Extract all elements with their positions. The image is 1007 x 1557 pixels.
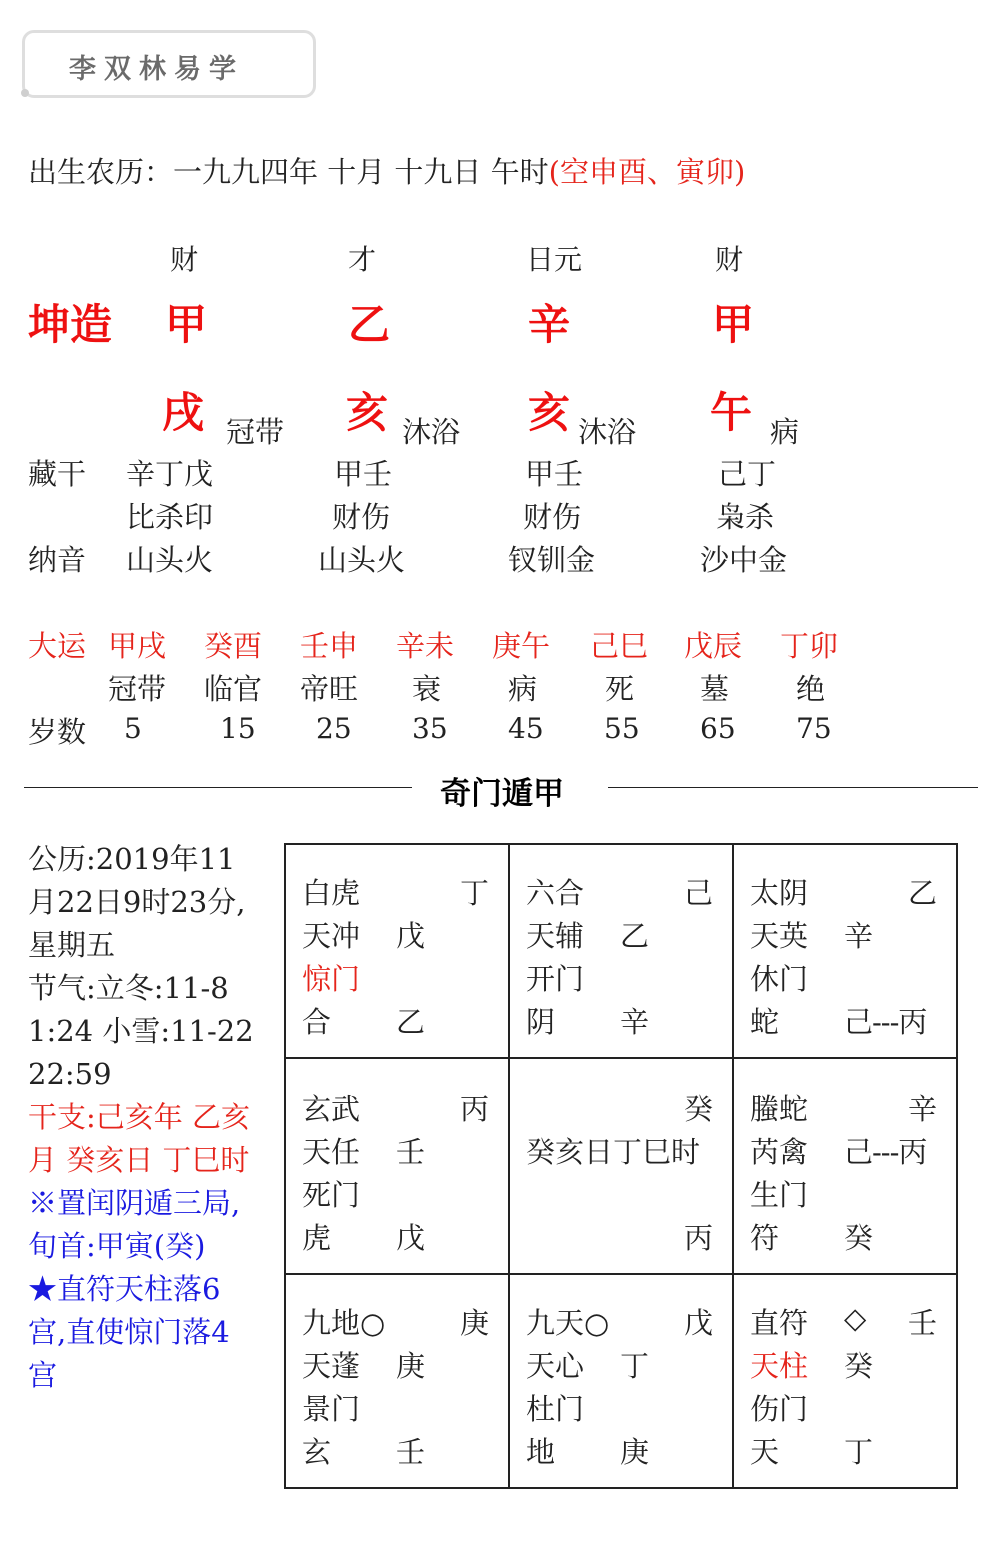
gan-2: 乙 xyxy=(348,300,391,349)
palace-tianpan: 乙 xyxy=(908,876,938,910)
dayun-gz-1: 甲戌 xyxy=(108,629,167,663)
dayun-age-3: 25 xyxy=(316,712,352,745)
dayun-state-8: 绝 xyxy=(796,672,826,706)
palace-star: 天英 xyxy=(750,919,809,953)
dayun-age-4: 35 xyxy=(412,712,448,745)
palace-dipan: 乙 xyxy=(396,1005,426,1039)
gan-4: 甲 xyxy=(712,300,755,349)
palace-god: 白虎 xyxy=(302,876,361,910)
center-bottom-stem: 丙 xyxy=(684,1221,714,1255)
zhi-1: 戌 xyxy=(162,388,205,437)
nayin-3: 钗钏金 xyxy=(508,543,596,577)
palace-star: 芮禽 xyxy=(750,1135,809,1169)
dayun-age-6: 55 xyxy=(604,712,640,745)
palace-short-god: 天 xyxy=(750,1435,780,1469)
palace-star-stem: 庚 xyxy=(396,1349,426,1383)
palace-star: 天冲 xyxy=(302,919,361,953)
dayun-gz-4: 辛未 xyxy=(396,629,455,663)
state-2: 沐浴 xyxy=(402,415,461,449)
palace-star-stem: 戊 xyxy=(396,919,426,953)
palace-door: 休门 xyxy=(750,962,809,996)
palace-1 xyxy=(508,1273,733,1489)
palace-star: 天柱 xyxy=(750,1349,809,1383)
canggan-1: 辛丁戊 xyxy=(126,457,214,491)
diamond-icon: ◇ xyxy=(844,1301,867,1335)
dayun-label: 大运 xyxy=(28,629,87,663)
gongli-text: 公历:2019年11月22日9时23分,星期五 xyxy=(28,842,246,962)
dayun-gz-7: 戊辰 xyxy=(684,629,743,663)
dayun-gz-8: 丁卯 xyxy=(780,629,839,663)
dayun-age-2: 15 xyxy=(220,712,256,745)
palace-tianpan: 戊 xyxy=(684,1306,714,1340)
palace-star: 天心 xyxy=(526,1349,585,1383)
palace-door: 杜门 xyxy=(526,1392,585,1426)
dayun-gz-6: 己巳 xyxy=(590,629,649,663)
kong-wang: (空申酉、寅卯) xyxy=(548,155,746,189)
palace-short-god: 符 xyxy=(750,1221,780,1255)
zhi-2: 亥 xyxy=(346,388,389,437)
qimen-grid xyxy=(284,843,958,1489)
palace-dipan: 丁 xyxy=(844,1435,874,1469)
palace-god: 九天○ xyxy=(526,1306,610,1340)
palace-tianpan: 辛 xyxy=(908,1092,938,1126)
shishen-2: 才 xyxy=(348,243,377,276)
ju-text: ※置闰阴遁三局,旬首:甲寅(癸) xyxy=(28,1186,241,1263)
state-3: 沐浴 xyxy=(578,415,637,449)
shishen-3: 日元 xyxy=(526,243,583,276)
canggan-shishen-2: 财伤 xyxy=(332,500,391,534)
birth-line xyxy=(28,150,745,191)
nayin-label: 纳音 xyxy=(28,543,87,577)
dayun-gz-5: 庚午 xyxy=(492,629,551,663)
palace-9 xyxy=(508,843,733,1059)
nayin-4: 沙中金 xyxy=(700,543,788,577)
center-time-text: 癸亥日丁巳时 xyxy=(526,1135,701,1169)
palace-3 xyxy=(284,1057,509,1273)
palace-dipan: 戊 xyxy=(396,1221,426,1255)
kunzao-label: 坤造 xyxy=(28,300,113,349)
palace-7 xyxy=(732,1057,957,1273)
dayun-gz-2: 癸酉 xyxy=(204,629,263,663)
palace-4 xyxy=(284,843,509,1059)
divider-right xyxy=(608,787,978,788)
jieqi-text: 节气:立冬:11-8 1:24 小雪:11-22 22:59 xyxy=(28,971,254,1091)
palace-star-stem: 辛 xyxy=(844,919,874,953)
palace-god: 直符 xyxy=(750,1306,809,1340)
palace-dipan: 癸 xyxy=(844,1221,874,1255)
palace-tianpan: 丙 xyxy=(460,1092,490,1126)
shishen-4: 财 xyxy=(715,243,744,276)
state-1: 冠带 xyxy=(226,415,285,449)
palace-tianpan: 己 xyxy=(684,876,714,910)
age-label: 岁数 xyxy=(28,715,87,749)
nayin-1: 山头火 xyxy=(126,543,214,577)
palace-star-stem: 癸 xyxy=(844,1349,874,1383)
state-4: 病 xyxy=(770,415,800,449)
palace-dipan: 壬 xyxy=(396,1435,426,1469)
palace-god: 九地○ xyxy=(302,1306,386,1340)
dayun-state-5: 病 xyxy=(508,672,538,706)
palace-short-god: 玄 xyxy=(302,1435,332,1469)
logo-text: 李双林易学 xyxy=(69,54,244,85)
gan-1: 甲 xyxy=(165,300,208,349)
logo-box xyxy=(22,30,316,98)
palace-god: 玄武 xyxy=(302,1092,361,1126)
birth-date: 出生农历：一九九四年 十月 十九日 午时 xyxy=(28,155,549,189)
palace-5-center xyxy=(508,1057,733,1273)
palace-2 xyxy=(732,843,957,1059)
palace-door: 景门 xyxy=(302,1392,361,1426)
dayun-age-1: 5 xyxy=(124,712,142,745)
zhi-4: 午 xyxy=(710,388,753,437)
palace-star-stem: 丁 xyxy=(620,1349,650,1383)
zhi-3: 亥 xyxy=(528,388,571,437)
palace-door: 伤门 xyxy=(750,1392,809,1426)
palace-door: 死门 xyxy=(302,1178,361,1212)
qimen-info xyxy=(28,838,258,1397)
canggan-shishen-4: 枭杀 xyxy=(716,500,775,534)
palace-star: 天辅 xyxy=(526,919,585,953)
dayun-age-7: 65 xyxy=(700,712,736,745)
canggan-shishen-1: 比杀印 xyxy=(126,500,214,534)
palace-short-god: 蛇 xyxy=(750,1005,780,1039)
palace-8 xyxy=(284,1273,509,1489)
dayun-age-5: 45 xyxy=(508,712,544,745)
palace-tianpan: 丁 xyxy=(460,876,490,910)
palace-dipan: 庚 xyxy=(620,1435,650,1469)
palace-star-stem: 己---丙 xyxy=(844,1135,927,1169)
palace-god: 太阴 xyxy=(750,876,809,910)
palace-god: 螣蛇 xyxy=(750,1092,809,1126)
qimen-title: 奇门遁甲 xyxy=(440,776,564,812)
palace-short-god: 合 xyxy=(302,1005,332,1039)
canggan-3: 甲壬 xyxy=(525,457,584,491)
dayun-state-7: 墓 xyxy=(700,672,730,706)
palace-dipan: 辛 xyxy=(620,1005,650,1039)
palace-6 xyxy=(732,1273,957,1489)
divider-left xyxy=(24,787,412,788)
nayin-2: 山头火 xyxy=(318,543,406,577)
palace-dipan: 己---丙 xyxy=(844,1005,927,1039)
dayun-state-4: 衰 xyxy=(412,672,442,706)
palace-door: 生门 xyxy=(750,1178,809,1212)
palace-star: 天任 xyxy=(302,1135,361,1169)
canggan-label: 藏干 xyxy=(28,457,87,491)
palace-short-god: 地 xyxy=(526,1435,556,1469)
dayun-state-2: 临官 xyxy=(204,672,263,706)
palace-short-god: 阴 xyxy=(526,1005,556,1039)
dayun-gz-3: 壬申 xyxy=(300,629,359,663)
palace-short-god: 虎 xyxy=(302,1221,332,1255)
canggan-4: 己丁 xyxy=(718,457,777,491)
dayun-state-1: 冠带 xyxy=(108,672,167,706)
shishen-1: 财 xyxy=(170,243,199,276)
palace-door: 惊门 xyxy=(302,962,361,996)
palace-star-stem: 乙 xyxy=(620,919,650,953)
palace-star: 天蓬 xyxy=(302,1349,361,1383)
canggan-2: 甲壬 xyxy=(334,457,393,491)
zhifu-text: ★直符天柱落6宫,直使惊门落4宫 xyxy=(28,1272,230,1392)
logo-dot-icon xyxy=(21,89,29,97)
palace-tianpan: 壬 xyxy=(908,1306,938,1340)
center-top-stem: 癸 xyxy=(684,1092,714,1126)
dayun-state-6: 死 xyxy=(605,672,635,706)
dayun-age-8: 75 xyxy=(796,712,832,745)
dayun-state-3: 帝旺 xyxy=(300,672,359,706)
palace-god: 六合 xyxy=(526,876,585,910)
canggan-shishen-3: 财伤 xyxy=(523,500,582,534)
gan-3: 辛 xyxy=(528,300,571,349)
palace-tianpan: 庚 xyxy=(460,1306,490,1340)
ganzhi-text: 干支:己亥年 乙亥月 癸亥日 丁巳时 xyxy=(28,1100,250,1177)
palace-star-stem: 壬 xyxy=(396,1135,426,1169)
palace-door: 开门 xyxy=(526,962,585,996)
